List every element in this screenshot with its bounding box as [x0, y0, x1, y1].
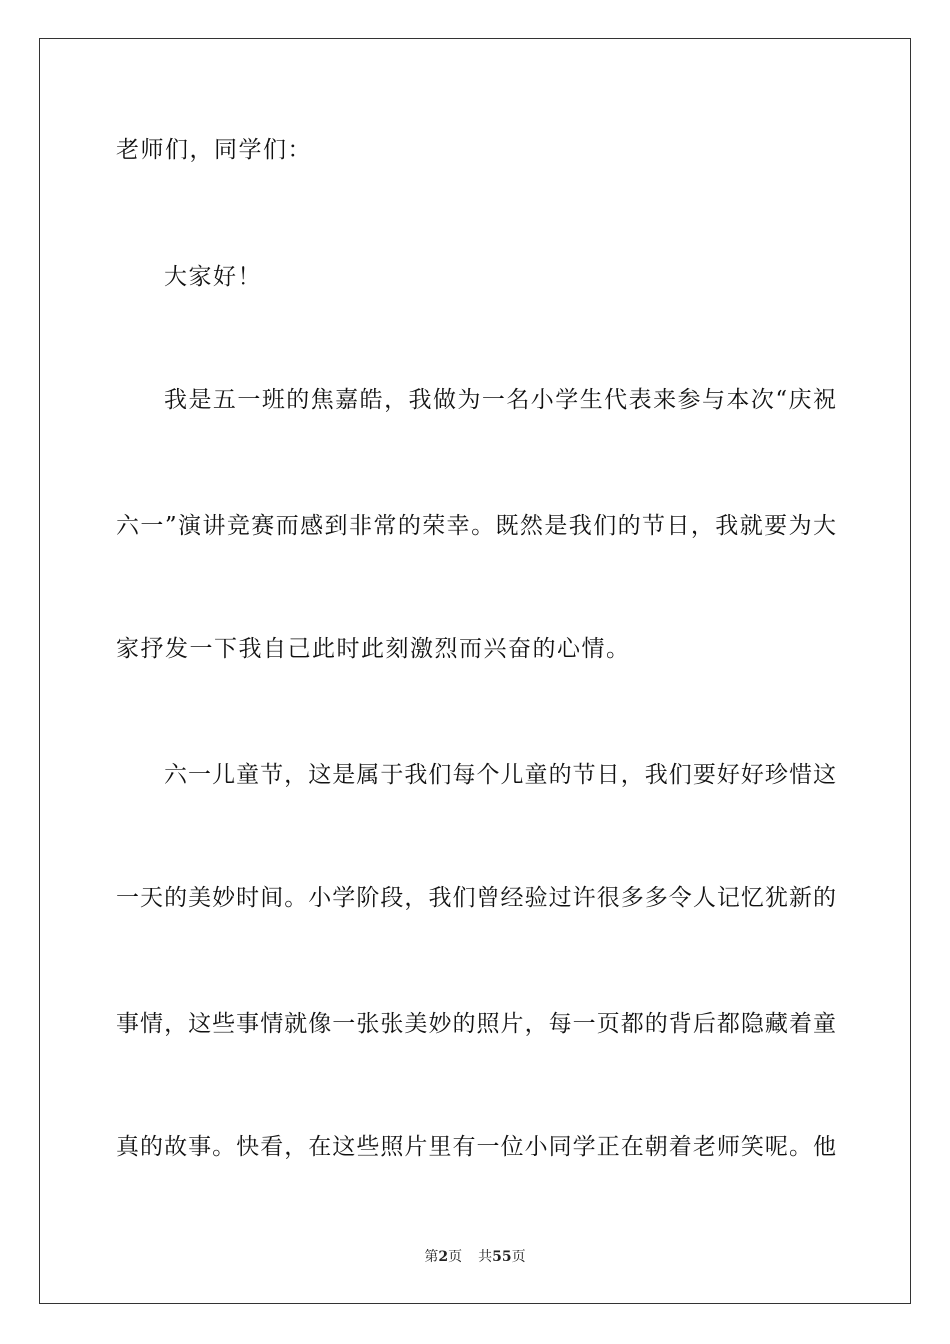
- greeting-line: 大家好！: [164, 264, 262, 290]
- paragraph-2-line-4: 真的故事。快看，在这些照片里有一位小同学正在朝着老师笑呢。他: [116, 1134, 836, 1160]
- page-border: [39, 38, 911, 1304]
- paragraph-1-line-3: 家抒发一下我自己此时此刻激烈而兴奋的心情。: [116, 636, 631, 662]
- paragraph-2-line-2: 一天的美妙时间。小学阶段，我们曾经验过许很多多令人记忆犹新的: [116, 885, 836, 911]
- footer-page-number: 2: [438, 1249, 449, 1265]
- footer-total-prefix: 共: [478, 1249, 493, 1265]
- paragraph-1-line-2: 六一”演讲竞赛而感到非常的荣幸。既然是我们的节日，我就要为大: [116, 513, 836, 539]
- paragraph-2-line-1: 六一儿童节，这是属于我们每个儿童的节日，我们要好好珍惜这: [164, 762, 836, 788]
- salutation-line: 老师们，同学们：: [116, 137, 312, 163]
- footer-total-suffix: 页: [511, 1249, 526, 1265]
- footer-page-suffix: 页: [448, 1249, 463, 1265]
- paragraph-1-line-1: 我是五一班的焦嘉皓，我做为一名小学生代表来参与本次“庆祝: [164, 387, 836, 413]
- paragraph-2-line-3: 事情，这些事情就像一张张美妙的照片，每一页都的背后都隐藏着童: [116, 1011, 836, 1037]
- footer-total-pages: 55: [492, 1249, 512, 1265]
- footer-page-prefix: 第: [424, 1249, 439, 1265]
- page-footer: [0, 1247, 950, 1267]
